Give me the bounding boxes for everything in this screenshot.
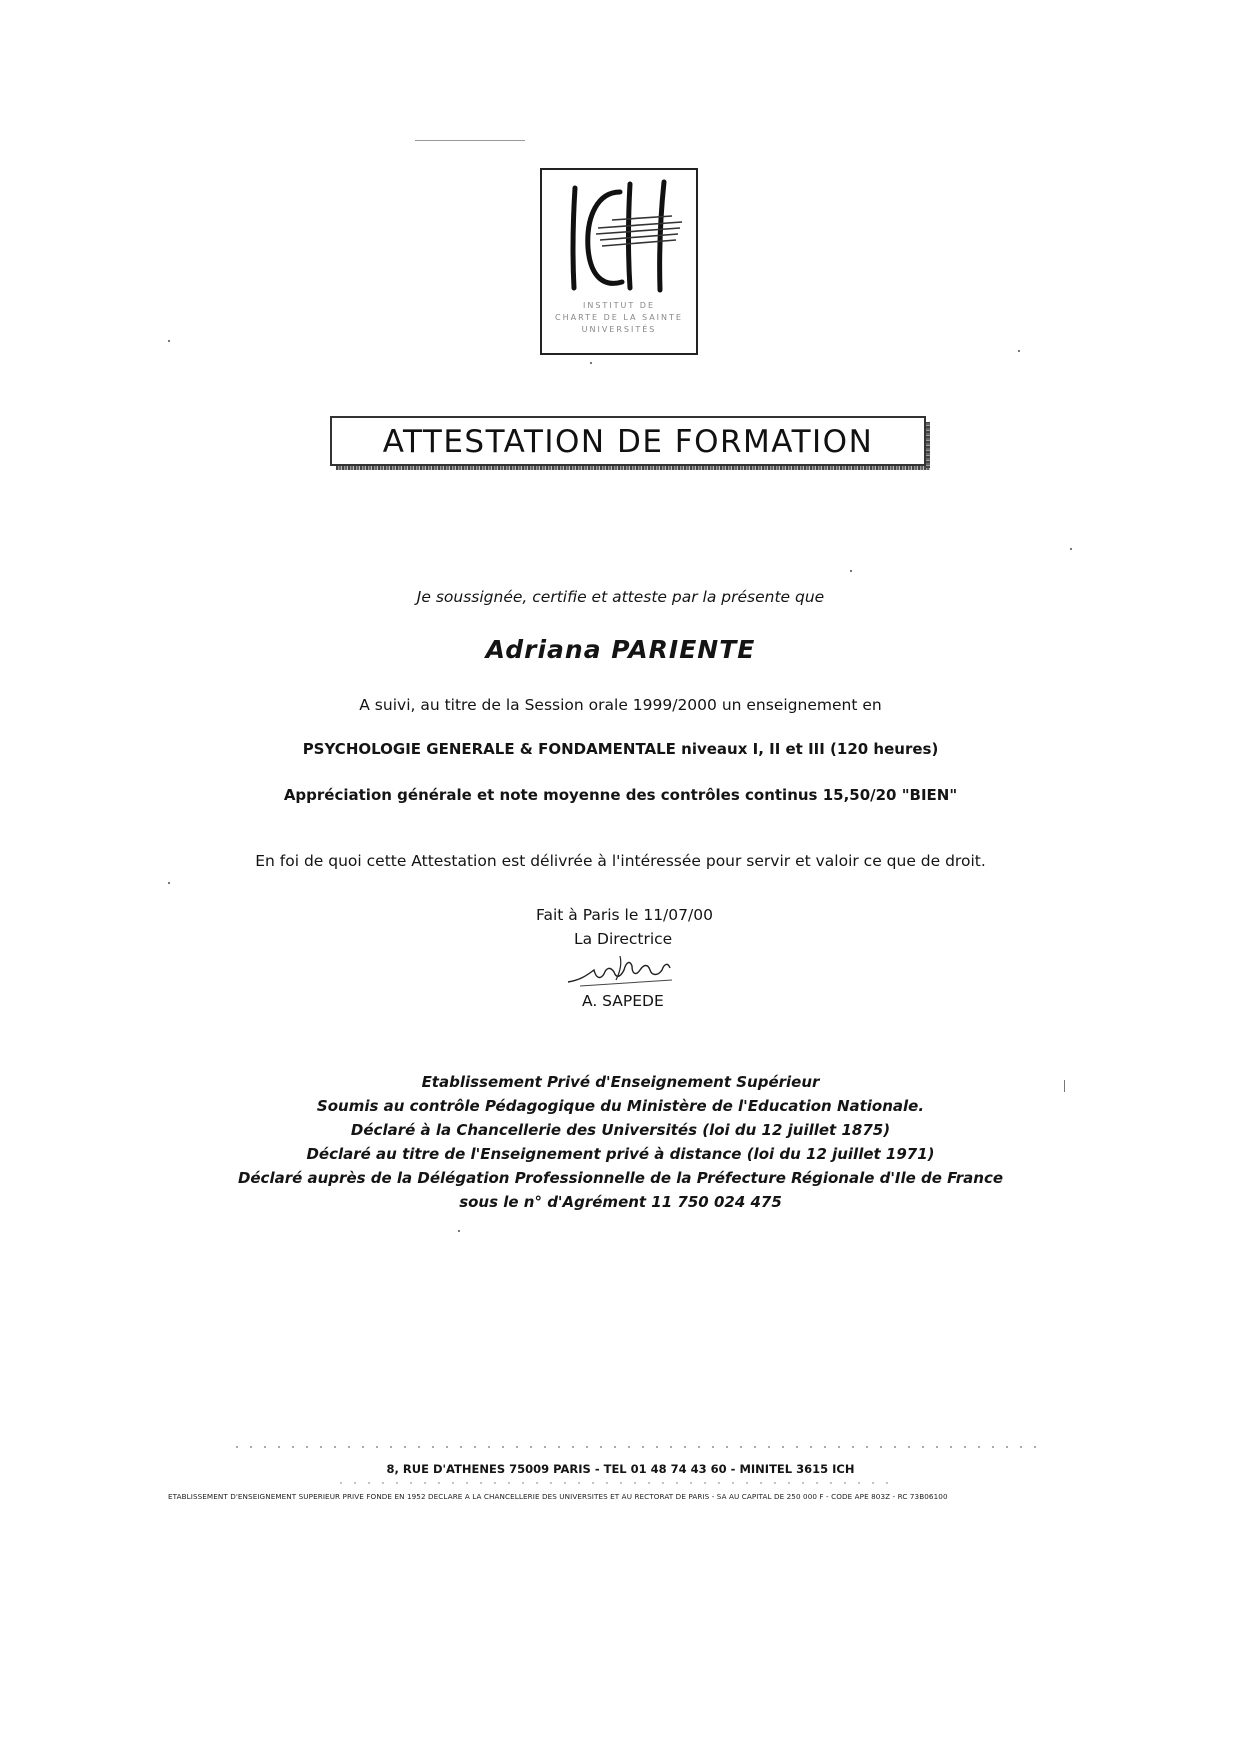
title-banner [330, 416, 926, 466]
top-rule [415, 140, 525, 141]
footer-address: 8, RUE D'ATHENES 75009 PARIS - TEL 01 48 74 43 60 - MINITEL 3615 ICH [386, 1462, 855, 1476]
footer-dotted-rule [236, 1446, 1036, 1448]
footer-legal: ETABLISSEMENT D'ENSEIGNEMENT SUPERIEUR PRIVE FONDE EN 1952 DECLARE A LA CHANCELLERIE DES UNIVERSITES ET AU RECTORAT DE PARIS - SA AU CAPITAL DE 250 000 F - CODE APE 803Z - RC 73B06100 [168, 1492, 948, 1501]
logo-caption-line-2: CHARTE DE LA SAINTE [555, 313, 683, 322]
institution-line-4: Déclaré au titre de l'Enseignement privé à distance (loi du 12 juillet 1971) [306, 1145, 935, 1163]
document-title: ATTESTATION DE FORMATION [382, 424, 874, 460]
grade-line: Appréciation générale et note moyenne des contrôles continus 15,50/20 "BIEN" [283, 786, 958, 804]
institution-line-6: sous le n° d'Agrément 11 750 024 475 [459, 1193, 782, 1211]
logo-caption-line-3: UNIVERSITÉS [581, 325, 657, 334]
ich-logo [540, 168, 698, 355]
scan-speck [590, 362, 592, 364]
institution-line-3: Déclaré à la Chancellerie des Universités (loi du 12 juillet 1875) [350, 1121, 891, 1139]
institution-line-2: Soumis au contrôle Pédagogique du Ministère de l'Education Nationale. [316, 1097, 925, 1115]
logo-caption-line-1: INSTITUT DE [582, 301, 656, 310]
scan-speck [850, 570, 852, 572]
recipient-name: Adriana PARIENTE [485, 635, 756, 664]
course-name: PSYCHOLOGIE GENERALE & FONDAMENTALE niveaux I, II et III (120 heures) [302, 740, 939, 758]
scan-speck [168, 882, 170, 884]
scan-speck [1064, 1080, 1065, 1092]
certify-line: Je soussignée, certifie et atteste par la présente que [416, 588, 825, 606]
signatory-role: La Directrice [574, 930, 673, 948]
scan-speck [1070, 548, 1072, 550]
place-date: Fait à Paris le 11/07/00 [536, 906, 713, 924]
scan-speck [168, 340, 170, 342]
institution-line-1: Etablissement Privé d'Enseignement Supérieur [421, 1073, 820, 1091]
signatory-name: A. SAPEDE [582, 992, 664, 1010]
scan-speck [458, 1230, 460, 1232]
footer-faint-rule [340, 1482, 900, 1484]
scan-speck [1018, 350, 1020, 352]
institution-line-5: Déclaré auprès de la Délégation Professionnelle de la Préfecture Régionale d'Ile de France [237, 1169, 1004, 1187]
closing-line: En foi de quoi cette Attestation est délivrée à l'intéressée pour servir et valoir ce que de droit. [255, 852, 986, 870]
handwritten-signature [560, 946, 700, 996]
course-intro: A suivi, au titre de la Session orale 1999/2000 un enseignement en [359, 696, 882, 714]
